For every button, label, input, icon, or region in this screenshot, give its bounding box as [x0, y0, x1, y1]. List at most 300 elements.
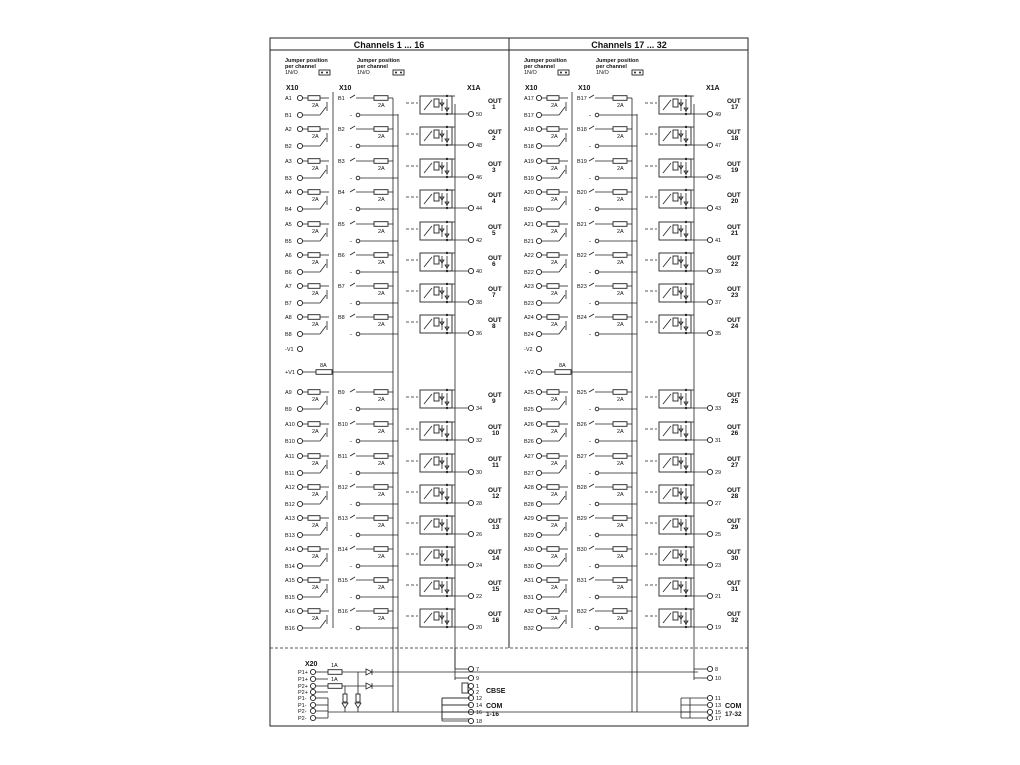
- fuse-rating: 2A: [378, 166, 385, 172]
- fuse: [308, 422, 320, 427]
- com-pin-17: [707, 715, 712, 720]
- terminal-label: B18: [524, 144, 534, 150]
- fuse-rating: 2A: [551, 616, 558, 622]
- terminal-B29: [536, 532, 541, 537]
- terminal-label: A2: [285, 127, 292, 133]
- terminal-A27: [536, 453, 541, 458]
- fuse-rating: 2A: [551, 585, 558, 591]
- connector-label: X10: [525, 85, 538, 92]
- supply-label: +V2: [524, 370, 534, 376]
- terminal-A12: [297, 484, 302, 489]
- terminal-label: B5: [338, 222, 345, 228]
- minus-mark: -: [589, 595, 591, 601]
- output-label: OUT: [727, 518, 741, 525]
- fuse: [374, 485, 388, 490]
- terminal-label: A18: [524, 127, 534, 133]
- fuse: [308, 485, 320, 490]
- fuse-rating: 2A: [378, 322, 385, 328]
- terminal-B12: [297, 501, 302, 506]
- jumper-label: Jumper position: [285, 58, 328, 64]
- fuse-rating: 2A: [551, 492, 558, 498]
- output-pin-45: [707, 174, 712, 179]
- fuse: [613, 222, 627, 227]
- output-label: OUT: [488, 456, 502, 463]
- fuse-rating: 2A: [378, 397, 385, 403]
- terminal-A11: [297, 453, 302, 458]
- terminal-label: A11: [285, 454, 295, 460]
- output-label: OUT: [727, 192, 741, 199]
- fuse-rating: 2A: [551, 103, 558, 109]
- terminal-B10: [297, 438, 302, 443]
- output-label: OUT: [488, 224, 502, 231]
- terminal-label: A16: [285, 609, 295, 615]
- fuse: [374, 516, 388, 521]
- output-pin-34: [468, 405, 473, 410]
- fuse: [613, 578, 627, 583]
- minus-mark: -: [589, 270, 591, 276]
- terminal-label: A21: [524, 222, 534, 228]
- terminal-label: B4: [338, 190, 345, 196]
- pin-number: 48: [476, 143, 483, 149]
- terminal-A31: [536, 577, 541, 582]
- minus-mark: -: [589, 626, 591, 632]
- output-pin-21: [707, 593, 712, 598]
- terminal-A16: [297, 608, 302, 613]
- output-label: OUT: [727, 224, 741, 231]
- output-pin-37: [707, 299, 712, 304]
- fuse: [374, 422, 388, 427]
- terminal-B26: [536, 438, 541, 443]
- terminal-label: B14: [285, 564, 295, 570]
- terminal-label: A22: [524, 253, 534, 259]
- output-number: 25: [731, 398, 739, 405]
- fuse: [613, 485, 627, 490]
- fuse: [374, 454, 388, 459]
- output-label: OUT: [488, 518, 502, 525]
- output-label: OUT: [727, 611, 741, 618]
- output-pin-50: [468, 111, 473, 116]
- output-number: 11: [492, 462, 499, 469]
- terminal-B25: [536, 406, 541, 411]
- fuse-rating: 2A: [378, 103, 385, 109]
- terminal-label: B6: [338, 253, 345, 259]
- fuse: [613, 422, 627, 427]
- pin-number: 40: [476, 269, 483, 275]
- terminal-label: B29: [524, 533, 534, 539]
- fuse-rating: 2A: [551, 134, 558, 140]
- fuse: [547, 485, 559, 490]
- fuse-rating: 2A: [617, 197, 624, 203]
- terminal-label: B15: [338, 578, 348, 584]
- pin-number: 34: [476, 406, 483, 412]
- pin-number: 44: [476, 206, 483, 212]
- output-label: OUT: [727, 456, 741, 463]
- pin-number: 41: [715, 238, 722, 244]
- fuse-rating: 2A: [617, 134, 624, 140]
- terminal-label: B10: [338, 422, 348, 428]
- terminal-A8: [297, 314, 302, 319]
- fuse-rating: 2A: [617, 229, 624, 235]
- fuse-rating: 2A: [551, 554, 558, 560]
- terminal-label: A4: [285, 190, 292, 196]
- fuse: [308, 609, 320, 614]
- jumper-label: Jumper position: [524, 58, 567, 64]
- output-pin-48: [468, 142, 473, 147]
- terminal-label: B10: [285, 439, 295, 445]
- pin-number: 20: [476, 625, 483, 631]
- terminal-B20: [536, 206, 541, 211]
- terminal-label: A19: [524, 159, 534, 165]
- terminal-B16: [297, 625, 302, 630]
- fuse: [374, 127, 388, 132]
- terminal-A30: [536, 546, 541, 551]
- terminal-label: B13: [338, 516, 348, 522]
- minus-mark: -: [589, 239, 591, 245]
- terminal-label: B15: [285, 595, 295, 601]
- output-number: 31: [731, 586, 739, 593]
- terminal-A19: [536, 158, 541, 163]
- terminal-A4: [297, 189, 302, 194]
- minus-mark: -: [589, 207, 591, 213]
- terminal-B22: [536, 269, 541, 274]
- power-terminal-label: P2-: [298, 716, 307, 722]
- resistor-icon: [343, 694, 347, 702]
- pin-1: [468, 683, 473, 688]
- fuse: [613, 127, 627, 132]
- output-number: 24: [731, 323, 739, 330]
- fuse: [547, 547, 559, 552]
- jumper-label: per channel: [596, 64, 627, 70]
- fuse-rating: 2A: [551, 291, 558, 297]
- terminal-label: B12: [285, 502, 295, 508]
- terminal-B27: [536, 470, 541, 475]
- minus-mark: -: [350, 595, 352, 601]
- output-pin-24: [468, 562, 473, 567]
- terminal-label: A25: [524, 390, 534, 396]
- minus-mark: -: [589, 471, 591, 477]
- output-number: 18: [731, 135, 739, 142]
- terminal-label: B28: [524, 502, 534, 508]
- fuse-rating: 2A: [312, 554, 319, 560]
- terminal-label: B9: [285, 407, 292, 413]
- power-terminal-label: P1+: [298, 677, 308, 683]
- supply-label: +V1: [285, 370, 295, 376]
- output-label: OUT: [727, 317, 741, 324]
- fuse-rating: 2A: [378, 134, 385, 140]
- com-label: 17-32: [725, 711, 742, 718]
- terminal-B7: [297, 300, 302, 305]
- connector-label: X20: [305, 661, 318, 668]
- fuse-rating: 2A: [378, 461, 385, 467]
- terminal-label: B27: [524, 471, 534, 477]
- output-pin-49: [707, 111, 712, 116]
- output-number: 17: [731, 104, 739, 111]
- com-pin-11: [707, 695, 712, 700]
- power-terminal-P2+: [310, 683, 315, 688]
- pin-number: 23: [715, 563, 722, 569]
- pin-number: 36: [476, 331, 483, 337]
- pin-number: 32: [476, 438, 483, 444]
- fuse: [547, 454, 559, 459]
- output-pin-29: [707, 469, 712, 474]
- output-pin-25: [707, 531, 712, 536]
- output-number: 28: [731, 493, 739, 500]
- terminal-A9: [297, 389, 302, 394]
- com-label: COM: [486, 703, 503, 710]
- output-number: 1: [492, 104, 496, 111]
- com-pin-15: [707, 709, 712, 714]
- terminal-A17: [536, 95, 541, 100]
- terminal-label: B16: [285, 626, 295, 632]
- terminal-B30: [536, 563, 541, 568]
- fuse: [613, 547, 627, 552]
- fuse: [547, 222, 559, 227]
- terminal-B23: [536, 300, 541, 305]
- terminal-label: B1: [338, 96, 345, 102]
- power-terminal-label: P1-: [298, 703, 307, 709]
- fuse-rating: 2A: [312, 429, 319, 435]
- fuse: [613, 454, 627, 459]
- jumper-icon: [393, 70, 404, 75]
- pin-number: 26: [476, 532, 483, 538]
- output-pin-47: [707, 142, 712, 147]
- power-terminal-label: P2+: [298, 690, 308, 696]
- output-pin-38: [468, 299, 473, 304]
- output-label: OUT: [488, 286, 502, 293]
- pin-number: 9: [476, 676, 480, 682]
- com-label: 1-16: [486, 711, 500, 718]
- terminal-label: B13: [285, 533, 295, 539]
- minus-mark: -: [350, 176, 352, 182]
- jumper-label: per channel: [524, 64, 555, 70]
- terminal-label: B25: [524, 407, 534, 413]
- fuse: [613, 253, 627, 258]
- output-label: OUT: [488, 392, 502, 399]
- fuse: [613, 96, 627, 101]
- terminal-label: A28: [524, 485, 534, 491]
- pin-number: 33: [715, 406, 722, 412]
- output-pin-39: [707, 268, 712, 273]
- terminal-label: B7: [338, 284, 345, 290]
- output-pin-30: [468, 469, 473, 474]
- terminal-A22: [536, 252, 541, 257]
- fuse-rating: 2A: [378, 585, 385, 591]
- fuse-rating: 2A: [617, 291, 624, 297]
- jumper-label: 1N/O: [524, 70, 537, 76]
- fuse-rating: 2A: [378, 197, 385, 203]
- minus-mark: -: [350, 301, 352, 307]
- output-label: OUT: [727, 161, 741, 168]
- output-label: OUT: [727, 286, 741, 293]
- output-number: 13: [492, 524, 500, 531]
- output-number: 2: [492, 135, 496, 142]
- terminal-label: A7: [285, 284, 292, 290]
- terminal-A20: [536, 189, 541, 194]
- output-number: 19: [731, 167, 739, 174]
- terminal-B24: [536, 331, 541, 336]
- jumper-label: Jumper position: [596, 58, 639, 64]
- fuse: [613, 315, 627, 320]
- output-number: 32: [731, 617, 739, 624]
- pin-number: 7: [476, 667, 480, 673]
- terminal-A24: [536, 314, 541, 319]
- output-label: OUT: [727, 129, 741, 136]
- terminal-label: B24: [577, 315, 587, 321]
- pin-number: 27: [715, 501, 722, 507]
- terminal-label: B11: [338, 454, 348, 460]
- terminal-label: B8: [285, 332, 292, 338]
- pin-number: 50: [476, 112, 483, 118]
- terminal-A10: [297, 421, 302, 426]
- output-number: 15: [492, 586, 500, 593]
- fuse-rating: 2A: [312, 103, 319, 109]
- power-terminal-label: P1+: [298, 670, 308, 676]
- terminal-label: B21: [524, 239, 534, 245]
- terminal-label: A31: [524, 578, 534, 584]
- pin-number: 29: [715, 470, 722, 476]
- terminal-B17: [536, 112, 541, 117]
- terminal-A13: [297, 515, 302, 520]
- pin-number: 25: [715, 532, 722, 538]
- fuse: [308, 127, 320, 132]
- connector-label: X1A: [467, 85, 481, 92]
- terminal-label: B17: [577, 96, 587, 102]
- output-number: 10: [492, 430, 500, 437]
- jumper-label: per channel: [285, 64, 316, 70]
- fuse-rating: 8A: [559, 363, 566, 369]
- pin-9: [468, 675, 473, 680]
- fuse-rating: 2A: [378, 260, 385, 266]
- output-pin-43: [707, 205, 712, 210]
- output-label: OUT: [727, 487, 741, 494]
- fuse: [308, 578, 320, 583]
- supply-minus-terminal: [536, 346, 541, 351]
- terminal-B14: [297, 563, 302, 568]
- panel-title-2: Channels 17 ... 32: [591, 40, 667, 50]
- fuse: [374, 253, 388, 258]
- terminal-A5: [297, 221, 302, 226]
- terminal-label: B28: [577, 485, 587, 491]
- supply-fuse: [316, 370, 332, 375]
- minus-mark: -: [350, 502, 352, 508]
- power-terminal-P2-: [310, 708, 315, 713]
- terminal-label: B26: [524, 439, 534, 445]
- fuse-rating: 2A: [551, 429, 558, 435]
- pin-number: 35: [715, 331, 722, 337]
- fuse-rating: 2A: [617, 523, 624, 529]
- fuse-rating: 2A: [378, 554, 385, 560]
- terminal-label: B2: [338, 127, 345, 133]
- fuse: [547, 253, 559, 258]
- terminal-B1: [297, 112, 302, 117]
- terminal-label: B14: [338, 547, 348, 553]
- pin-number: 46: [476, 175, 483, 181]
- fuse-rating: 2A: [378, 492, 385, 498]
- channel-panel-2: [524, 58, 742, 722]
- fuse: [374, 390, 388, 395]
- fuse-rating: 2A: [617, 166, 624, 172]
- terminal-B9: [297, 406, 302, 411]
- terminal-A32: [536, 608, 541, 613]
- fuse: [547, 578, 559, 583]
- fuse: [308, 222, 320, 227]
- fuse-rating: 2A: [378, 616, 385, 622]
- output-number: 3: [492, 167, 496, 174]
- fuse: [308, 96, 320, 101]
- fuse-rating: 2A: [312, 585, 319, 591]
- terminal-A6: [297, 252, 302, 257]
- output-number: 5: [492, 230, 496, 237]
- output-pin-26: [468, 531, 473, 536]
- terminal-label: B17: [524, 113, 534, 119]
- pin-number: 16: [476, 710, 483, 716]
- output-label: OUT: [488, 255, 502, 262]
- jumper-icon: [558, 70, 569, 75]
- terminal-B2: [297, 143, 302, 148]
- power-terminal-label: P2+: [298, 684, 308, 690]
- pin-number: 22: [476, 594, 483, 600]
- fuse-rating: 8A: [320, 363, 327, 369]
- power-terminal-P2+: [310, 689, 315, 694]
- supply-minus-terminal: [297, 346, 302, 351]
- minus-mark: -: [350, 626, 352, 632]
- terminal-A3: [297, 158, 302, 163]
- output-number: 14: [492, 555, 500, 562]
- terminal-A28: [536, 484, 541, 489]
- pin-number: 43: [715, 206, 722, 212]
- fuse: [308, 190, 320, 195]
- fuse-rating: 2A: [312, 492, 319, 498]
- output-pin-23: [707, 562, 712, 567]
- output-number: 7: [492, 292, 496, 299]
- terminal-label: B30: [524, 564, 534, 570]
- output-pin-33: [707, 405, 712, 410]
- fuse: [374, 222, 388, 227]
- terminal-label: A12: [285, 485, 295, 491]
- terminal-label: A5: [285, 222, 292, 228]
- terminal-label: B21: [577, 222, 587, 228]
- fuse-rating: 2A: [617, 103, 624, 109]
- pin-number: 17: [715, 716, 722, 722]
- fuse: [308, 390, 320, 395]
- pin-number: 12: [476, 696, 483, 702]
- supply-label: -V1: [285, 347, 294, 353]
- power-terminal-P2-: [310, 715, 315, 720]
- output-label: OUT: [488, 487, 502, 494]
- fuse: [308, 454, 320, 459]
- fuse-rating: 2A: [617, 554, 624, 560]
- minus-mark: -: [350, 564, 352, 570]
- jumper-icon: [319, 70, 330, 75]
- output-label: OUT: [727, 98, 741, 105]
- cbse-label: CBSE: [486, 688, 506, 695]
- minus-mark: -: [589, 407, 591, 413]
- terminal-label: B32: [577, 609, 587, 615]
- jumper-label: per channel: [357, 64, 388, 70]
- com-label: COM: [725, 703, 742, 710]
- terminal-label: A29: [524, 516, 534, 522]
- output-number: 4: [492, 198, 496, 205]
- fuse-rating: 2A: [617, 429, 624, 435]
- terminal-B19: [536, 175, 541, 180]
- power-terminal-label: P1-: [298, 696, 307, 702]
- minus-mark: -: [350, 533, 352, 539]
- fuse: [547, 127, 559, 132]
- jumper-label: Jumper position: [357, 58, 400, 64]
- output-label: OUT: [488, 161, 502, 168]
- power-fuse: [328, 670, 342, 675]
- output-pin-19: [707, 624, 712, 629]
